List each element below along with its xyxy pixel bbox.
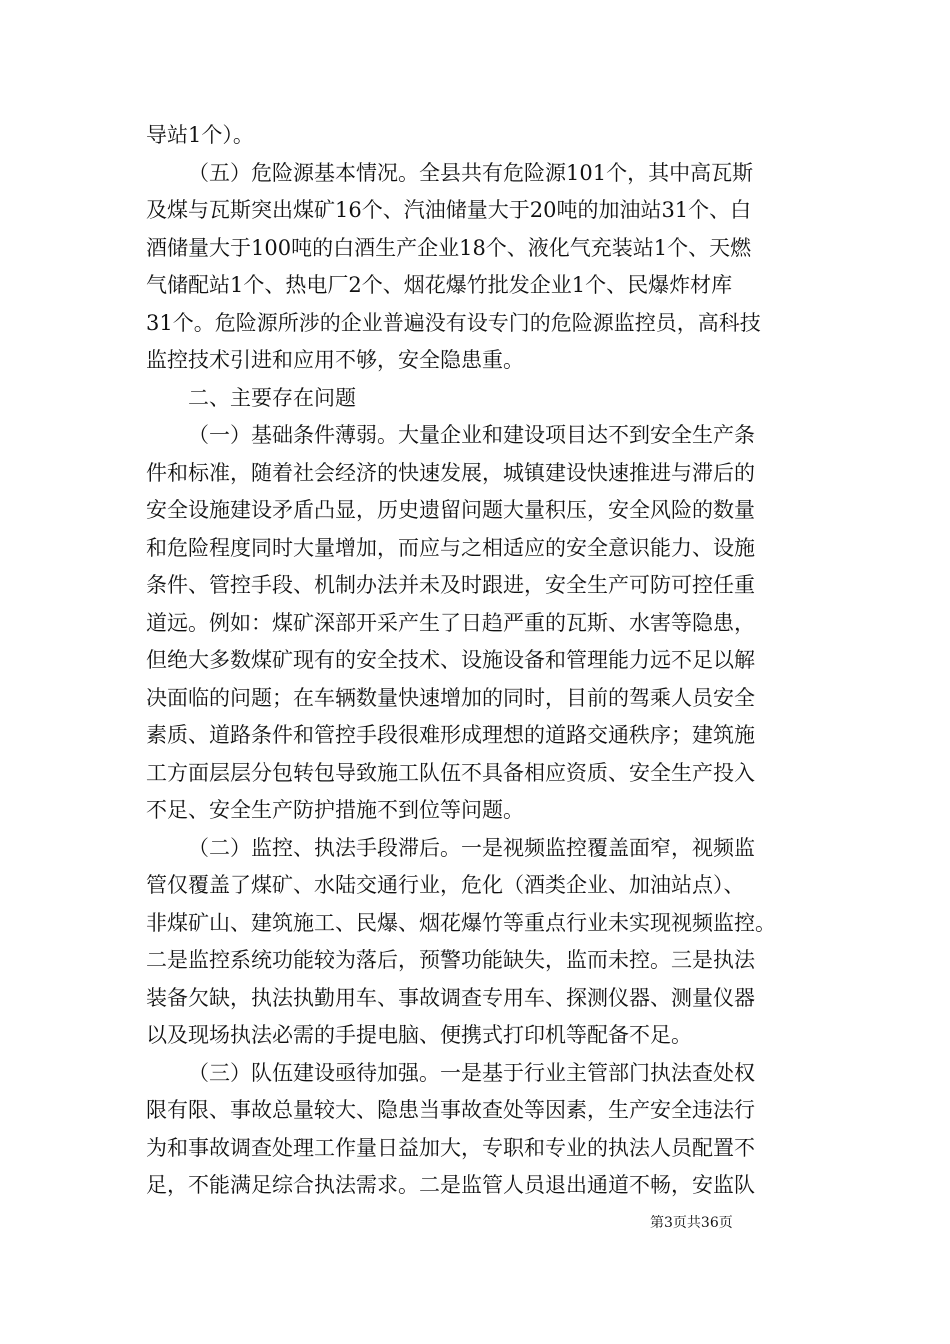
text-line: 限有限、事故总量较大、隐患当事故查处等因素，生产安全违法行 <box>146 1098 755 1122</box>
text-line: 条件、管控手段、机制办法并未及时跟进，安全生产可防可控任重 <box>146 573 755 597</box>
text-line: 道远。例如：煤矿深部开采产生了日趋严重的瓦斯、水害等隐患， <box>146 610 755 635</box>
text-line: 以及现场执法必需的手提电脑、便携式打印机等配备不足。 <box>146 1023 692 1047</box>
text-line: 足，不能满足综合执法需求。二是监管人员退出通道不畅，安监队 <box>146 1173 755 1197</box>
text-line: 及煤与瓦斯突出煤矿16个、汽油储量大于20吨的加油站31个、白 <box>146 198 752 222</box>
paragraph-three-heading-line: （三）队伍建设亟待加强。一是基于行业主管部门执法查处权 <box>188 1060 755 1085</box>
paragraph-one-heading-line: （一）基础条件薄弱。大量企业和建设项目达不到安全生产条 <box>188 423 755 447</box>
text-line: 装备欠缺，执法执勤用车、事故调查专用车、探测仪器、测量仪器 <box>146 985 755 1010</box>
text-line: 导站1个）。 <box>146 123 254 147</box>
text-line: 工方面层层分包转包导致施工队伍不具备相应资质、安全生产投入 <box>146 760 755 785</box>
section-heading-main-problems: 二、主要存在问题 <box>188 385 356 410</box>
text-line: 决面临的问题；在车辆数量快速增加的同时，目前的驾乘人员安全 <box>146 685 755 710</box>
text-line: 素质、道路条件和管控手段很难形成理想的道路交通秩序；建筑施 <box>146 723 755 747</box>
text-line: 气储配站1个、热电厂2个、烟花爆竹批发企业1个、民爆炸材库 <box>146 273 733 297</box>
paragraph-two-heading-line: （二）监控、执法手段滞后。一是视频监控覆盖面窄，视频监 <box>188 835 755 860</box>
text-line: 二是监控系统功能较为落后，预警功能缺失，监而未控。三是执法 <box>146 948 755 972</box>
text-line: 和危险程度同时大量增加，而应与之相适应的安全意识能力、设施 <box>146 535 755 560</box>
text-line: 安全设施建设矛盾凸显，历史遗留问题大量积压，安全风险的数量 <box>146 498 755 522</box>
text-line: 不足、安全生产防护措施不到位等问题。 <box>146 798 524 822</box>
text-line: 监控技术引进和应用不够，安全隐患重。 <box>146 348 524 372</box>
text-line: 件和标准，随着社会经济的快速发展，城镇建设快速推进与滞后的 <box>146 460 755 485</box>
text-line: 酒储量大于100吨的白酒生产企业18个、液化气充装站1个、天燃 <box>146 235 752 260</box>
paragraph-five-heading-line: （五）危险源基本情况。全县共有危险源101个，其中高瓦斯 <box>188 160 754 185</box>
text-line: 非煤矿山、建筑施工、民爆、烟花爆竹等重点行业未实现视频监控。 <box>146 910 776 935</box>
text-line: 管仅覆盖了煤矿、水陆交通行业，危化（酒类企业、加油站点）、 <box>146 873 745 897</box>
page-number-footer: 第3页共36页 <box>650 1215 733 1231</box>
body-text <box>146 117 806 1205</box>
text-line: 为和事故调查处理工作量日益加大，专职和专业的执法人员配置不 <box>146 1135 755 1160</box>
text-line: 但绝大多数煤矿现有的安全技术、设施设备和管理能力远不足以解 <box>146 648 755 672</box>
text-line: 31个。危险源所涉的企业普遍没有设专门的危险源监控员，高科技 <box>146 310 761 335</box>
